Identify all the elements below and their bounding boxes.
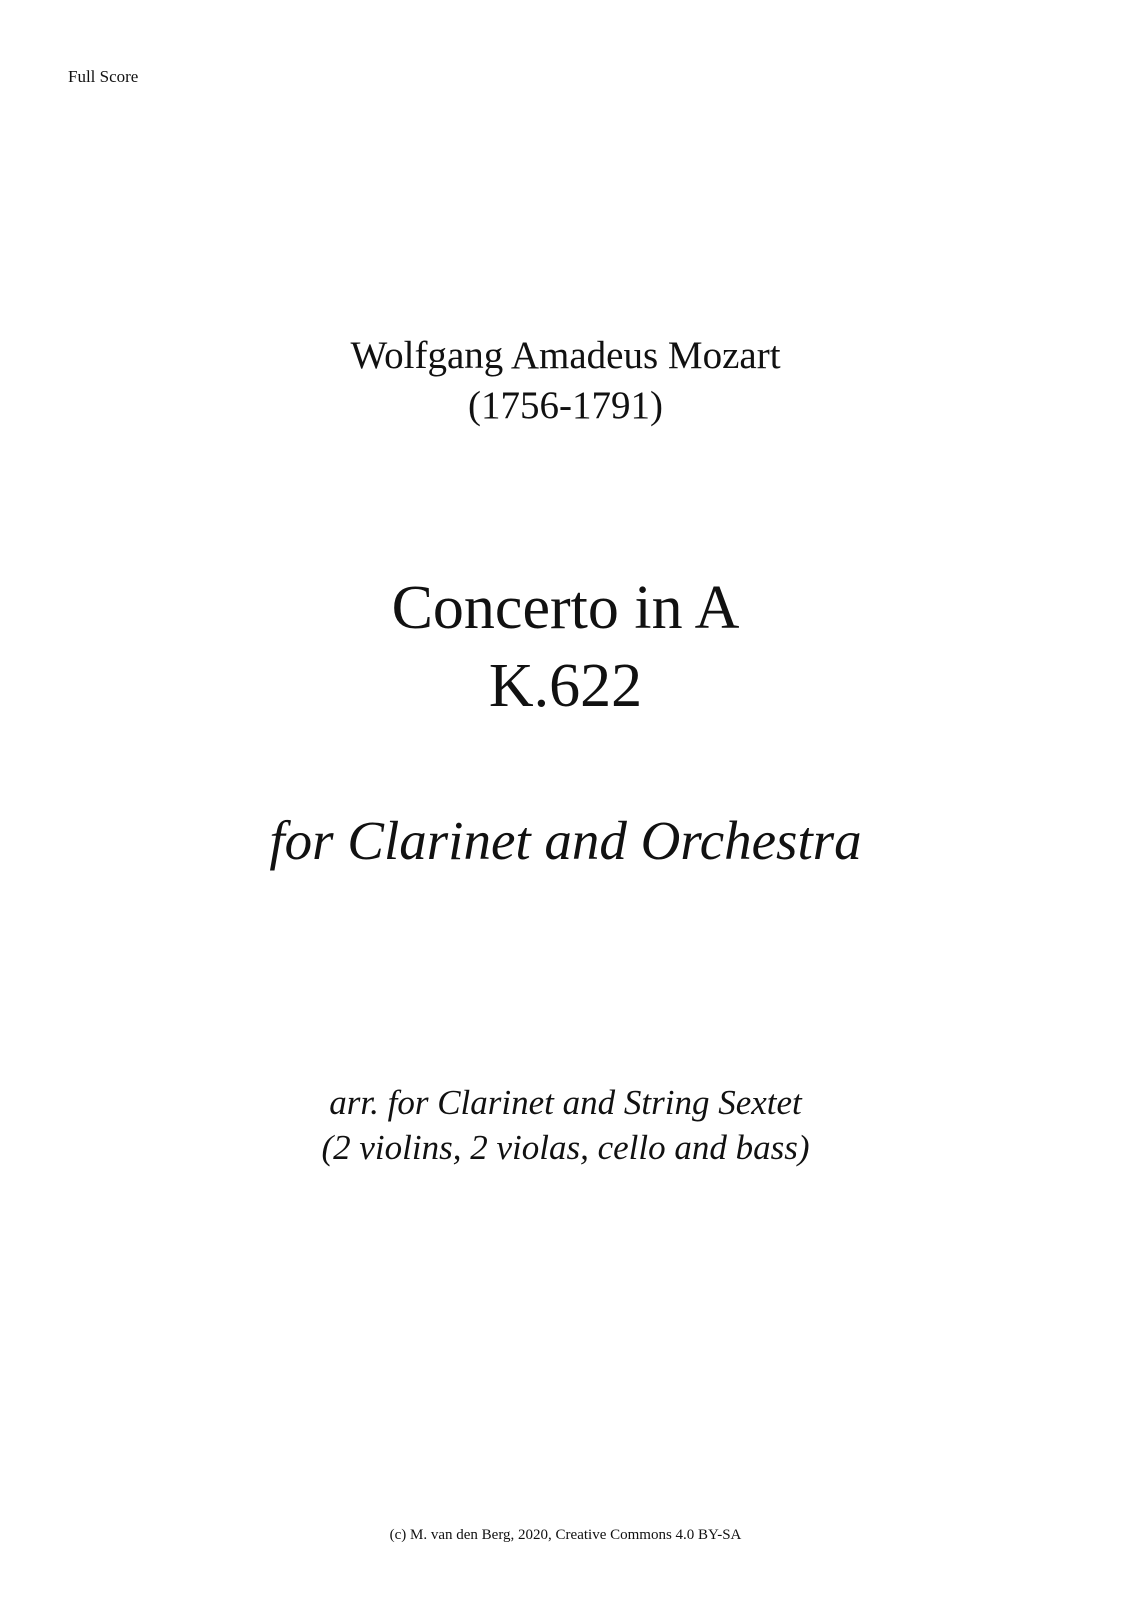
arrangement-description: arr. for Clarinet and String Sextet — [329, 1083, 802, 1122]
work-title: Concerto in A — [391, 574, 740, 642]
catalog-number: K.622 — [488, 652, 643, 720]
copyright-notice: (c) M. van den Berg, 2020, Creative Commons 4.0 BY-SA — [389, 1527, 742, 1543]
score-type-label: Full Score — [68, 67, 139, 86]
arrangement-instruments: (2 violins, 2 violas, cello and bass) — [321, 1128, 810, 1167]
instrumentation-subtitle: for Clarinet and Orchestra — [269, 810, 862, 871]
composer-dates: (1756-1791) — [468, 384, 663, 427]
composer-name: Wolfgang Amadeus Mozart — [350, 334, 781, 377]
